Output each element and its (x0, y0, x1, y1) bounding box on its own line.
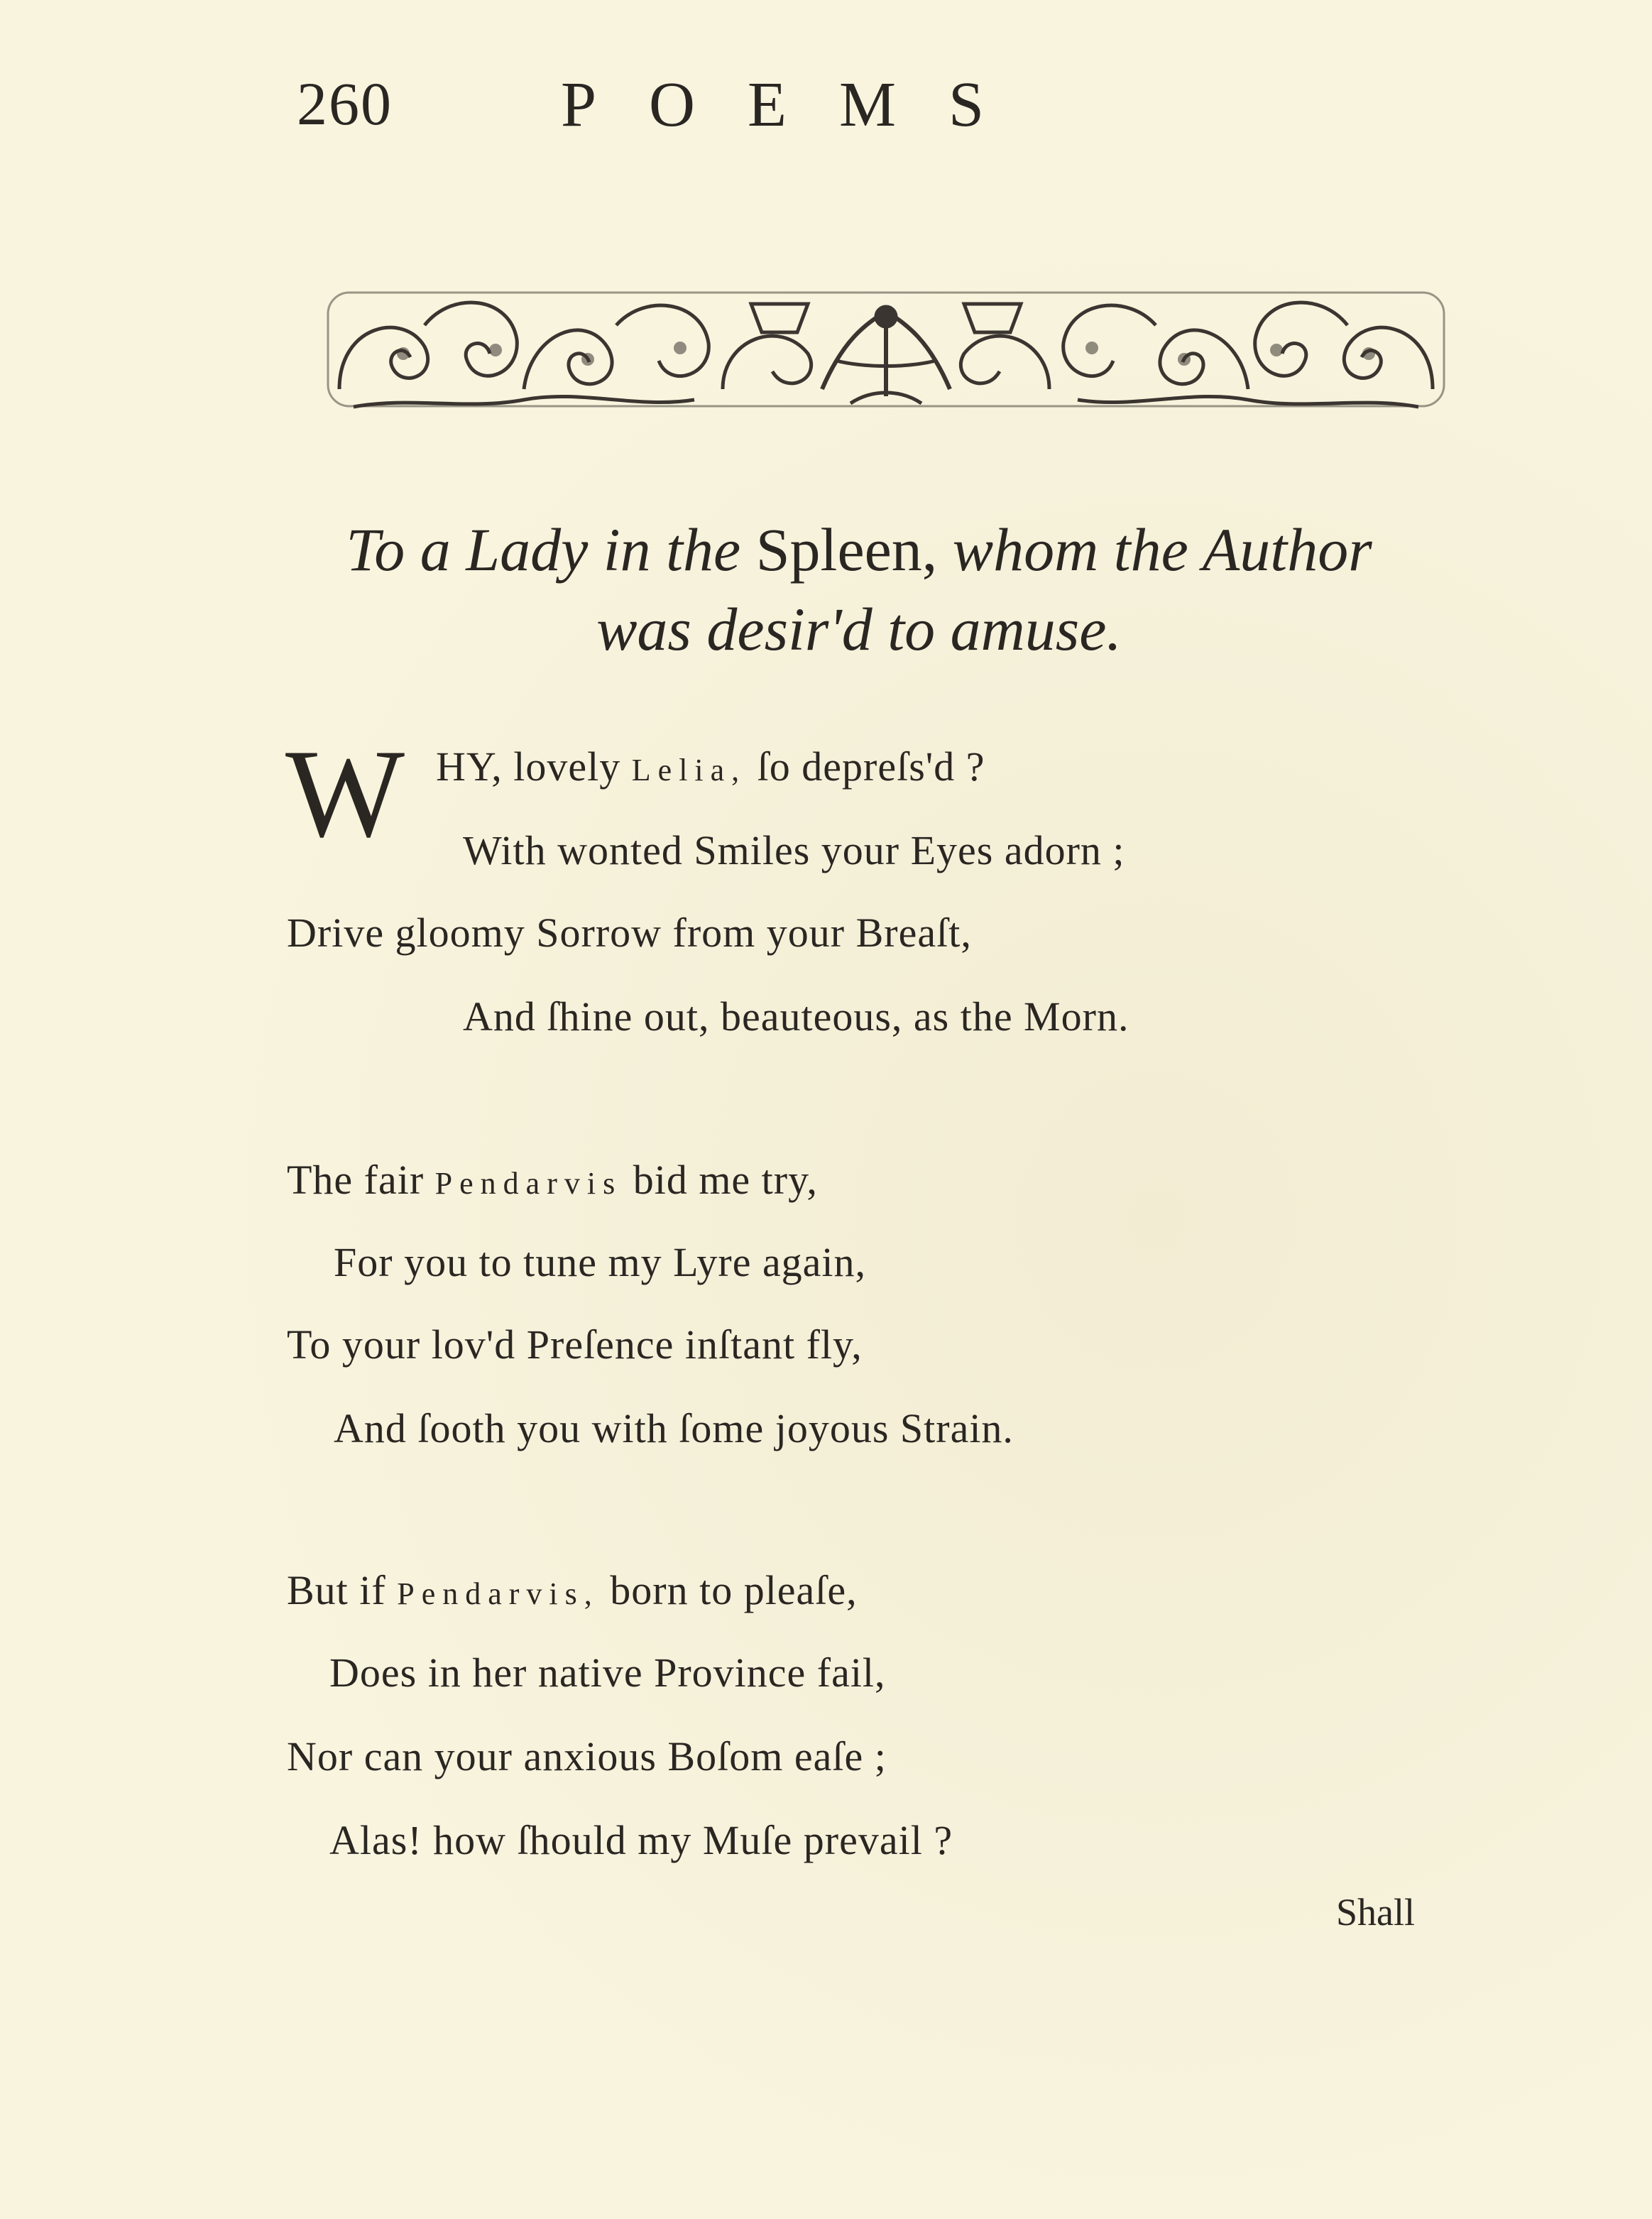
poem-title-line-2: was desir'd to amuse. (596, 595, 1122, 663)
line-text: The fair (287, 1157, 435, 1203)
poem-line: For you to tune my Lyre again, (334, 1239, 867, 1285)
poem-line: With wonted Smiles your Eyes adorn ; (463, 827, 1125, 873)
drop-capital: W (285, 723, 405, 863)
small-caps-name: Lelia, (631, 753, 747, 787)
poem-line: Nor can your anxious Boſom eaſe ; (287, 1733, 887, 1779)
poem-title-line-1 (284, 510, 1434, 589)
poem-title (284, 510, 1434, 669)
title-part-3: whom the Author (937, 516, 1372, 584)
poem-line: Does in her native Province fail, (329, 1650, 886, 1696)
ornamental-headpiece-icon (325, 283, 1447, 416)
poem-line: Drive gloomy Sorrow from your Breaſt, (287, 910, 972, 956)
line-text: But if (287, 1567, 398, 1613)
line-text: HY, (436, 743, 503, 790)
title-part-2: Spleen, (755, 516, 938, 584)
poem-line: To your lov'd Preſence inſtant fly, (287, 1321, 863, 1368)
poem-line: And ſhine out, beauteous, as the Morn. (463, 993, 1129, 1040)
poem-line (287, 1156, 818, 1204)
line-text: born to pleaſe, (598, 1567, 858, 1613)
page-number: 260 (297, 70, 393, 138)
title-part-1: To a Lady in the (346, 516, 756, 584)
small-caps-name: Pendarvis, (397, 1576, 599, 1611)
catchword: Shall (1336, 1891, 1416, 1934)
running-head: POEMS (561, 70, 1037, 140)
line-text: lovely (502, 743, 632, 790)
poem-line: And ſooth you with ſome joyous Strain. (334, 1405, 1014, 1451)
poem-line (436, 743, 985, 790)
small-caps-name: Pendarvis (434, 1166, 623, 1201)
poem-line (287, 1566, 858, 1614)
line-text: bid me try, (622, 1157, 818, 1203)
line-text: ſo depreſs'd ? (746, 743, 985, 790)
poem-line: Alas! how ſhould my Muſe prevail ? (329, 1817, 953, 1863)
